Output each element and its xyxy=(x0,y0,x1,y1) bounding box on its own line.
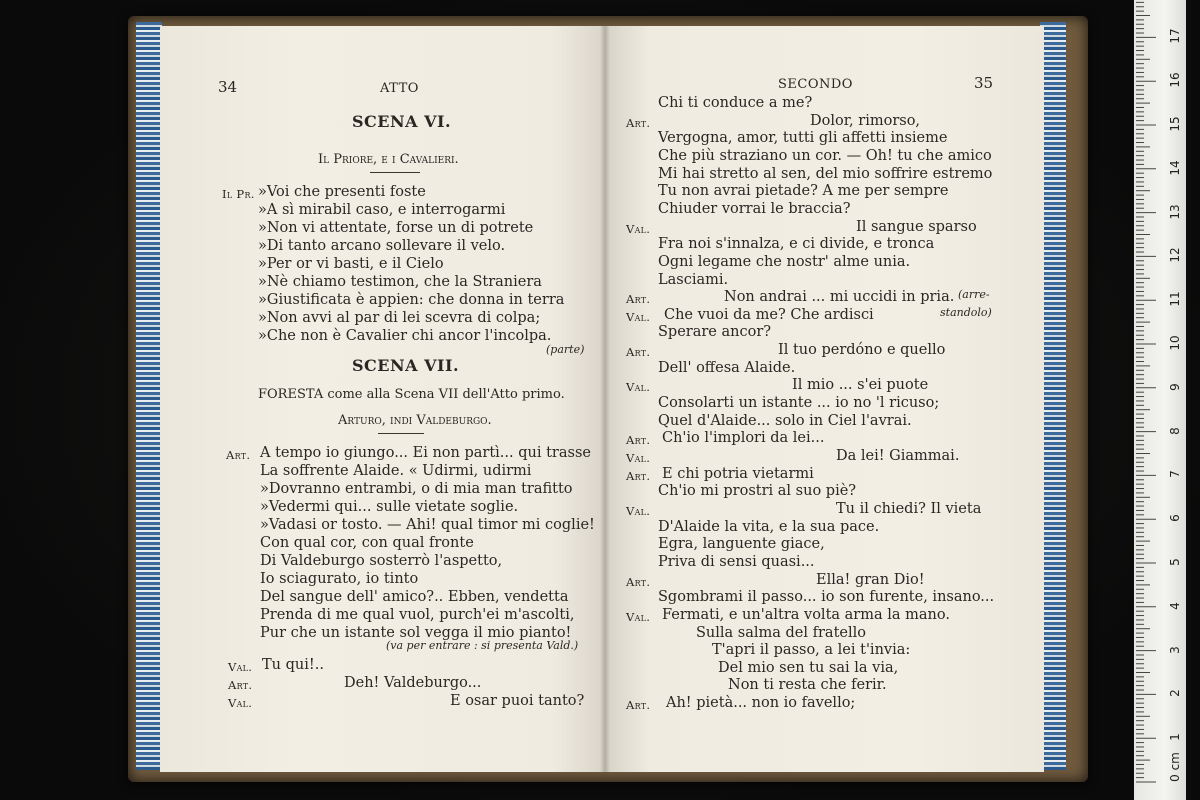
verse-line: Quel d'Alaide... solo in Ciel l'avrai. xyxy=(658,412,912,429)
verse-line: »Dovranno entrambi, o di mia man trafitto xyxy=(260,481,573,497)
verse-line: Non andrai ... mi uccidi in pria. xyxy=(724,289,955,306)
scene-7-stage-direction: (va per entrare : si presenta Vald.) xyxy=(386,639,579,652)
verse-line: Chi ti conduce a me? xyxy=(658,95,813,111)
speaker-label: Art. xyxy=(626,574,651,589)
speaker-label: Val. xyxy=(626,309,651,324)
verse-line: »Che non è Cavalier chi ancor l'incolpa. xyxy=(258,328,552,344)
ruler-number: 10 xyxy=(1168,335,1182,351)
verse-line: Il tuo perdóno e quello xyxy=(778,342,946,359)
verse-line: Consolarti un istante ... io no 'l ricuso; xyxy=(658,395,940,412)
ruler-number: 2 xyxy=(1168,689,1182,698)
verse-line: Il mio ... s'ei puote xyxy=(792,377,929,394)
speaker-label: Art. xyxy=(626,292,651,307)
scene-6-characters: Il Priore, e i Cavalieri. xyxy=(318,152,459,167)
verse-line: Ella! gran Dio! xyxy=(816,571,925,588)
ruler-number: 0 cm xyxy=(1168,752,1182,782)
ruler-number: 7 xyxy=(1168,470,1182,479)
verse-line: Dolor, rimorso, xyxy=(810,112,921,129)
verse-line: Prenda di me qual vuol, purch'ei m'ascolti, xyxy=(260,607,575,623)
verse-line: Priva di sensi quasi... xyxy=(658,553,815,570)
right-running-head: SECONDO xyxy=(778,77,853,92)
verse-line: Tu il chiedi? Il vieta xyxy=(836,500,982,517)
speaker-label: Val. xyxy=(228,660,253,674)
verse-line: Deh! Valdeburgo... xyxy=(344,675,482,691)
verse-line: Ch'io mi prostri al suo piè? xyxy=(658,483,857,500)
ruler-number: 3 xyxy=(1168,645,1182,654)
speaker-label: Val. xyxy=(626,503,651,518)
verse-line: Egra, languente giace, xyxy=(658,536,825,553)
verse-line: Ch'io l'implori da lei... xyxy=(662,430,825,447)
verse-line: »Giustificata è appien: che donna in terra xyxy=(258,292,565,308)
ruler-number: 12 xyxy=(1168,247,1182,264)
verse-line: D'Alaide la vita, e la sua pace. xyxy=(658,518,880,535)
verse-line: Del sangue dell' amico?.. Ebben, vendetta xyxy=(260,589,569,605)
verse-line: Sperare ancor? xyxy=(658,324,772,341)
speaker-label: Art. xyxy=(626,115,651,130)
ruler-number: 15 xyxy=(1168,116,1182,132)
scene-7-characters: Arturo, indi Valdeburgo. xyxy=(338,413,492,428)
verse-line: Fermati, e un'altra volta arma la mano. xyxy=(662,606,950,623)
verse-line: Da lei! Giammai. xyxy=(836,448,960,464)
verse-line: E osar puoi tanto? xyxy=(450,693,585,709)
verse-line: Non ti resta che ferir. xyxy=(728,677,887,694)
verse-line: Il sangue sparso xyxy=(856,218,977,235)
verse-line: Dell' offesa Alaide. xyxy=(658,359,796,376)
verse-line: Di Valdeburgo sosterrò l'aspetto, xyxy=(260,553,503,569)
verse-line: Io sciagurato, io tinto xyxy=(260,571,419,587)
verse-line: »Nè chiamo testimon, che la Straniera xyxy=(258,274,542,290)
speaker-label: Art. xyxy=(626,345,651,360)
verse-line: Con qual cor, con qual fronte xyxy=(260,535,474,551)
left-page-number: 34 xyxy=(218,78,238,96)
speaker-label: Val. xyxy=(626,221,651,236)
speaker-label: Val. xyxy=(626,451,651,465)
ruler-number: 17 xyxy=(1168,28,1182,45)
speaker-label: Val. xyxy=(626,609,651,624)
speaker-arturo: Art. xyxy=(226,448,251,462)
ruler-number: 16 xyxy=(1168,72,1182,88)
verse-line: »Di tanto arcano sollevare il velo. xyxy=(258,238,506,254)
speaker-label: Art. xyxy=(626,698,651,713)
verse-line: Del mio sen tu sai la via, xyxy=(718,659,899,676)
ruler-number: 11 xyxy=(1168,291,1182,307)
verse-line: La soffrente Alaide. « Udirmi, udirmi xyxy=(260,463,532,479)
left-running-head: ATTO xyxy=(380,81,419,96)
verse-line: »Non avvi al par di lei scevra di colpa; xyxy=(258,310,541,326)
verse-line: »Vedermi qui... sulle vietate soglie. xyxy=(260,499,519,515)
verse-line: »Voi che presenti foste xyxy=(258,184,426,200)
ruler-number: 8 xyxy=(1168,426,1182,435)
speaker-label: Val. xyxy=(228,696,253,710)
verse-line: Ogni legame che nostr' alme unia. xyxy=(658,253,911,270)
ruler-number: 4 xyxy=(1168,601,1182,610)
scene-6-exit-direction: (parte) xyxy=(546,343,585,356)
ruler-number: 14 xyxy=(1168,160,1182,176)
verse-line: Tu qui!.. xyxy=(262,657,324,673)
verse-line: »Vadasi or tosto. — Ahi! qual timor mi coglie! xyxy=(260,517,595,533)
stage-direction-arrestandolo-2: standolo) xyxy=(940,306,992,319)
scene-6-rule xyxy=(370,172,420,173)
ruler-number: 6 xyxy=(1168,514,1182,523)
verse-line: Fra noi s'innalza, e ci divide, e tronca xyxy=(658,236,935,253)
verse-line: »A sì mirabil caso, e interrogarmi xyxy=(258,202,506,218)
speaker-label: Art. xyxy=(626,468,651,483)
verse-line: Lasciami. xyxy=(658,271,729,288)
speaker-il-priore: Il Pr. xyxy=(222,187,255,201)
scene-7-rule xyxy=(378,433,424,434)
stage-direction-arrestandolo-1: (arre- xyxy=(958,288,990,301)
book-gutter xyxy=(600,26,610,772)
scene-6-title: SCENA VI. xyxy=(352,112,452,131)
verse-line: A tempo io giungo... Ei non partì... qui trasse xyxy=(260,445,591,461)
verse-line: E chi potria vietarmi xyxy=(662,465,814,482)
verse-line: Mi hai stretto al sen, del mio soffrire estremo xyxy=(658,165,993,182)
scene-7-title: SCENA VII. xyxy=(352,356,460,375)
ruler-number: 5 xyxy=(1168,558,1182,566)
ruler-number: 1 xyxy=(1168,733,1182,742)
verse-line: Pur che un istante sol vegga il mio pianto! xyxy=(260,625,572,641)
speaker-label: Val. xyxy=(626,380,651,395)
speaker-label: Art. xyxy=(626,433,651,448)
speaker-label: Art. xyxy=(228,678,253,692)
verse-line: T'apri il passo, a lei t'invia: xyxy=(712,642,911,659)
scene-7-setting: FORESTA come alla Scena VII dell'Atto primo. xyxy=(258,387,565,402)
left-page-edge xyxy=(136,22,162,770)
ruler-number: 13 xyxy=(1168,203,1182,220)
verse-line: Sgombrami il passo... io son furente, insano... xyxy=(658,589,995,606)
verse-line: Vergogna, amor, tutti gli affetti insieme xyxy=(658,130,948,147)
verse-line: Chiuder vorrai le braccia? xyxy=(658,200,851,217)
right-page-number: 35 xyxy=(974,74,994,92)
ruler-number: 9 xyxy=(1168,382,1182,391)
verse-line: Che più straziano un cor. — Oh! tu che amico xyxy=(658,147,992,164)
verse-line: »Non vi attentate, forse un di potrete xyxy=(258,220,534,236)
verse-line: »Per or vi basti, e il Cielo xyxy=(258,256,444,272)
verse-line: Che vuoi da me? Che ardisci xyxy=(664,306,874,323)
verse-line: Ah! pietà... non io favello; xyxy=(666,695,856,712)
verse-line: Tu non avrai pietade? A me per sempre xyxy=(658,183,949,200)
verse-line: Sulla salma del fratello xyxy=(696,624,866,641)
